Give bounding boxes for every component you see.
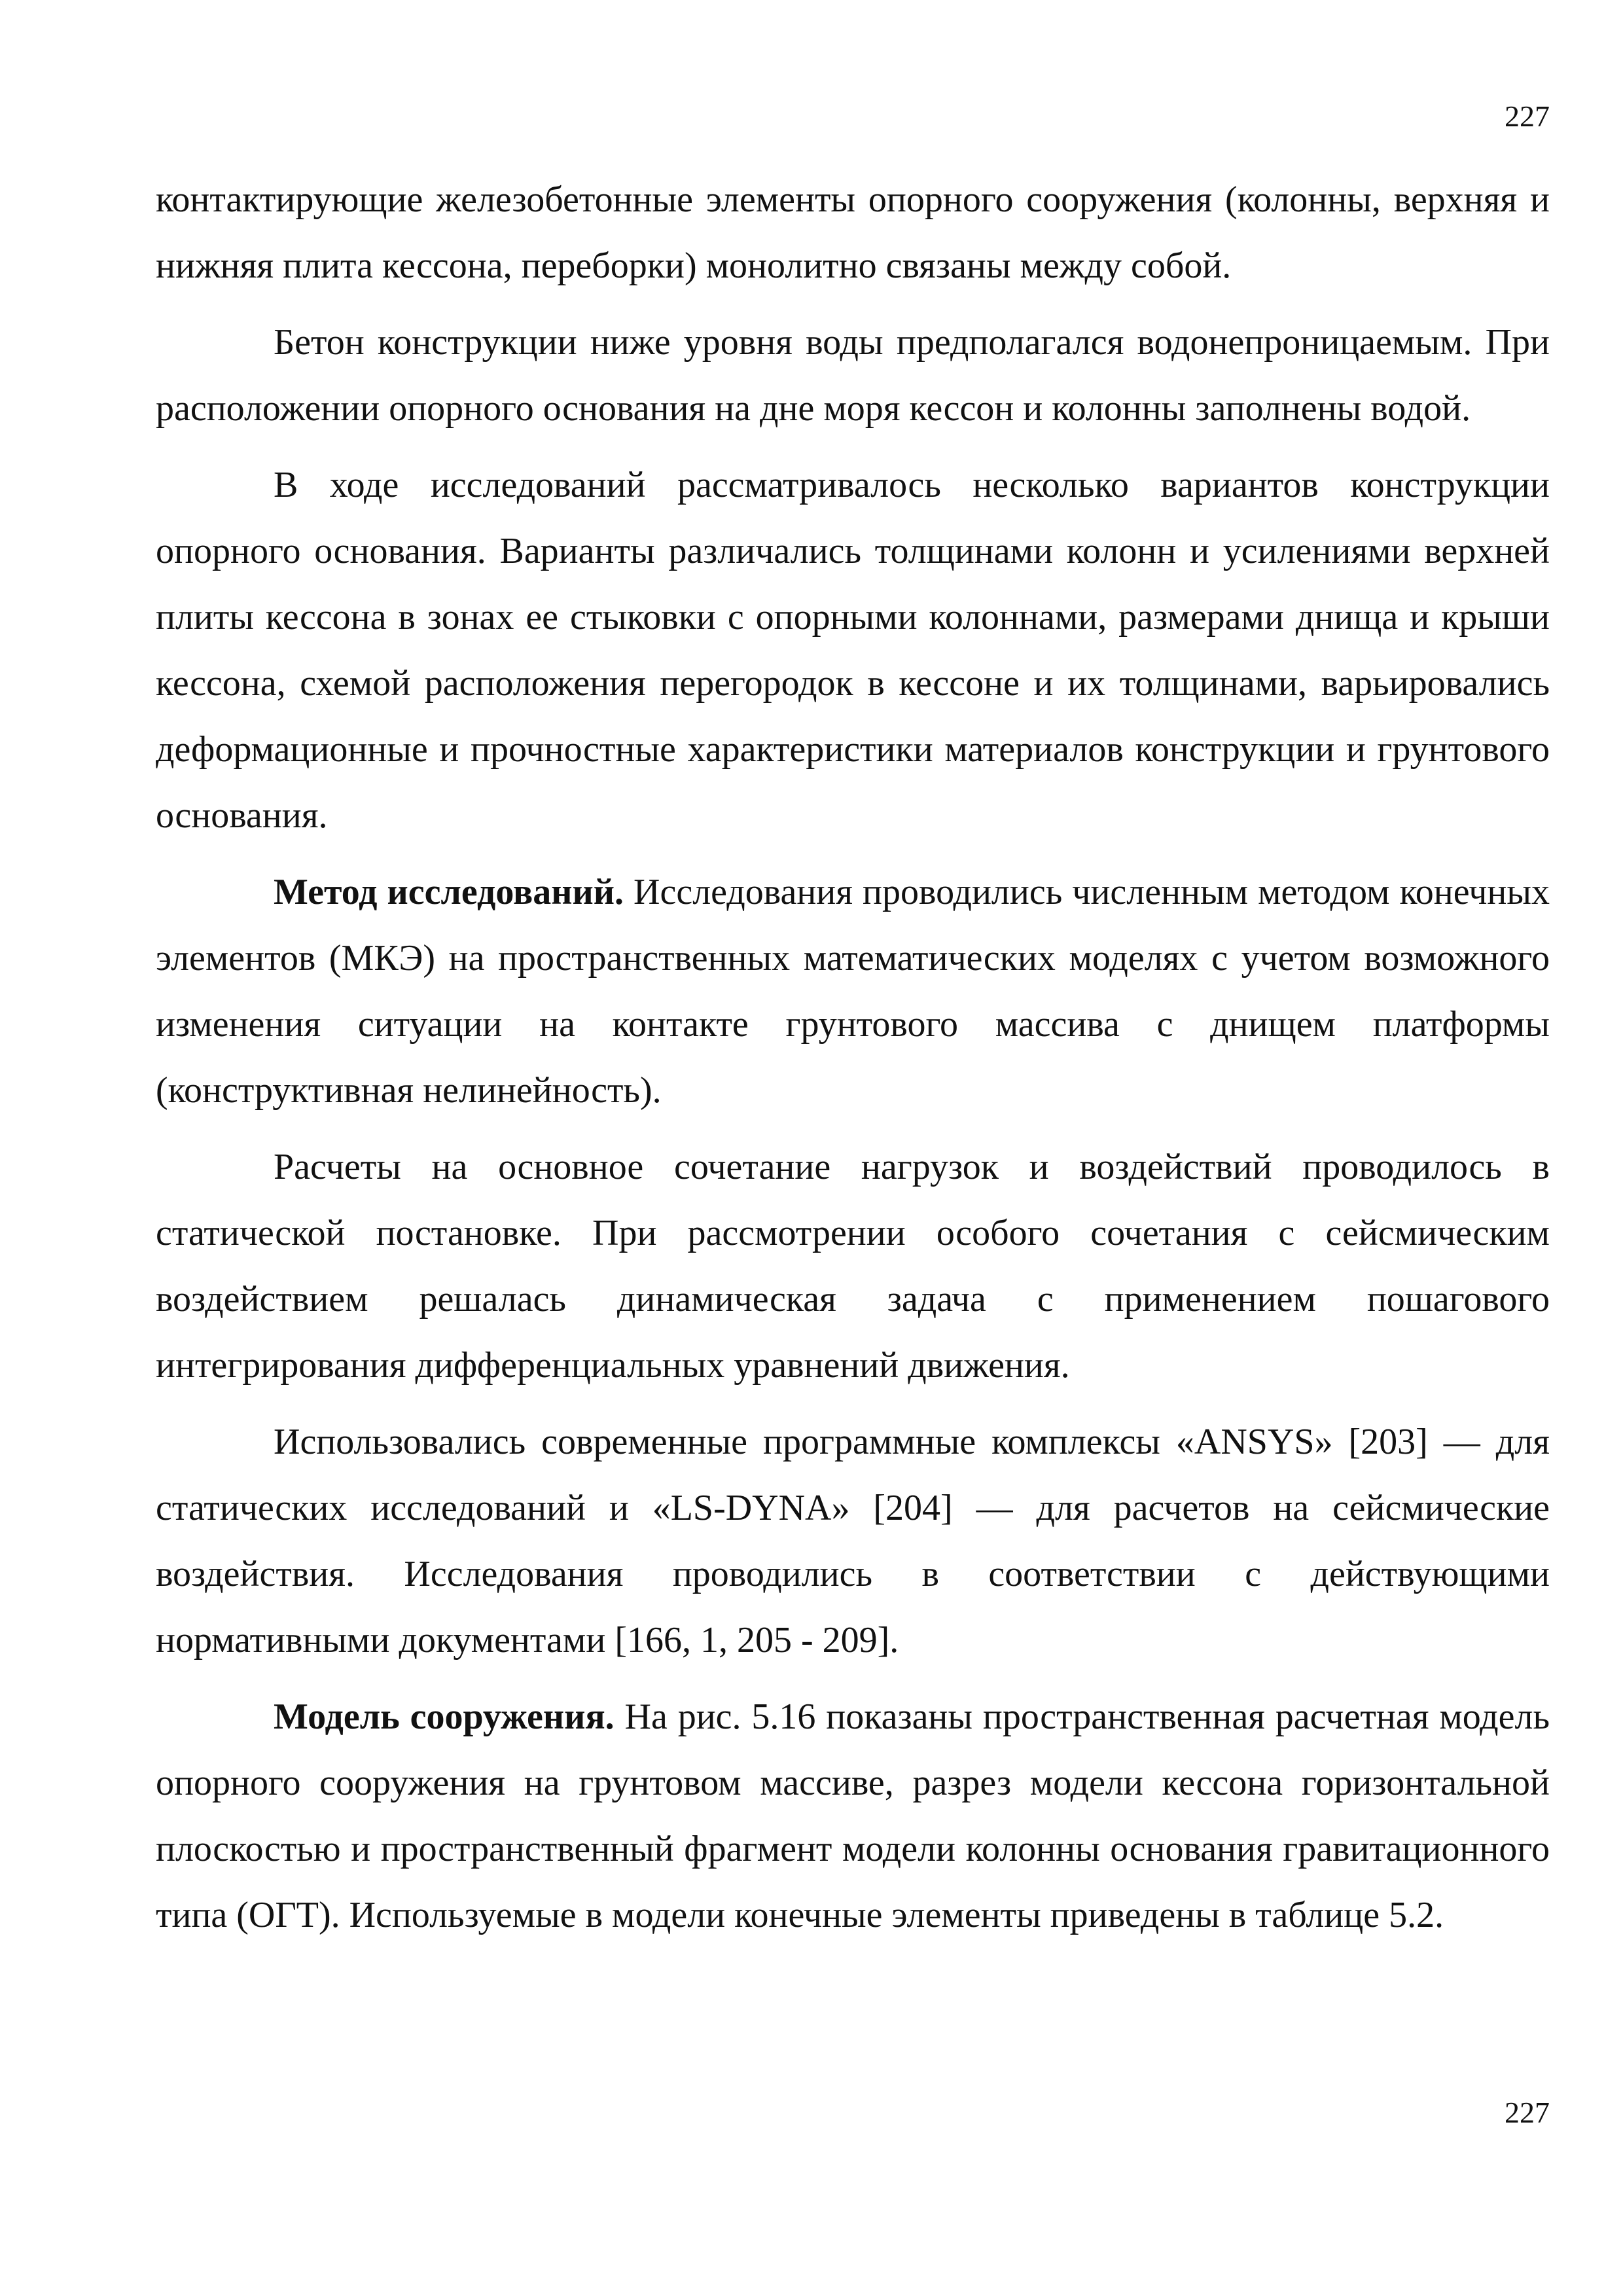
page-number-top: 227 bbox=[1505, 99, 1550, 133]
paragraph-text: На рис. 5.16 показаны пространственная расчетная модель опорного сооружения на грунтовом массиве, разрез модели кессона горизонтальной плоскостью и пространственный фрагмент модели колонны основания гравитационного типа (ОГТ). Используемые в модели конечные элементы приведены в таблице 5.2. bbox=[156, 1696, 1550, 1935]
paragraph-text: Исследования проводились численным методом конечных элементов (МКЭ) на пространственных математических моделях с учетом возможного изменения ситуации на контакте грунтового массива с днищем платформы (конструктивная нелинейность). bbox=[156, 872, 1550, 1111]
paragraph-variants bbox=[156, 452, 1550, 849]
paragraph-method bbox=[156, 859, 1550, 1124]
document-body bbox=[156, 167, 1550, 1948]
paragraph-text: В ходе исследований рассматривалось несколько вариантов конструкции опорного основания. Варианты различались толщинами колонн и усилениями верхней плиты кессона в зонах ее стыковки с опорными колоннами, размерами днища и крыши кессона, схемой расположения перегородок в кессоне и их толщинами, варьировались деформационные и прочностные характеристики материалов конструкции и грунтового основания. bbox=[156, 465, 1550, 836]
page-number-bottom: 227 bbox=[1505, 2096, 1550, 2129]
section-heading-model: Модель сооружения. bbox=[274, 1696, 615, 1737]
paragraph-model bbox=[156, 1684, 1550, 1948]
section-heading-method: Метод исследований. bbox=[274, 872, 624, 912]
paragraph-text: Использовались современные программные комплексы «ANSYS» [203] — для статических исследований и «LS-DYNA» [204] — для расчетов на сейсмические воздействия. Исследования проводились в соответствии с действующими нормативными документами [166, 1, 205 - 209]. bbox=[156, 1422, 1550, 1660]
paragraph-calculations bbox=[156, 1134, 1550, 1399]
paragraph-continuation bbox=[156, 167, 1550, 299]
paragraph-text: Расчеты на основное сочетание нагрузок и воздействий проводилось в статической постановке. При рассмотрении особого сочетания с сейсмическим воздействием решалась динамическая задача с применением пошагового интегрирования дифференциальных уравнений движения. bbox=[156, 1147, 1550, 1386]
paragraph-text: контактирующие железобетонные элементы опорного сооружения (колонны, верхняя и нижняя плита кессона, переборки) монолитно связаны между собой. bbox=[156, 179, 1550, 286]
paragraph-software bbox=[156, 1409, 1550, 1674]
paragraph-text: Бетон конструкции ниже уровня воды предполагался водонепроницаемым. При расположении опорного основания на дне моря кессон и колонны заполнены водой. bbox=[156, 322, 1550, 429]
paragraph-concrete bbox=[156, 310, 1550, 442]
